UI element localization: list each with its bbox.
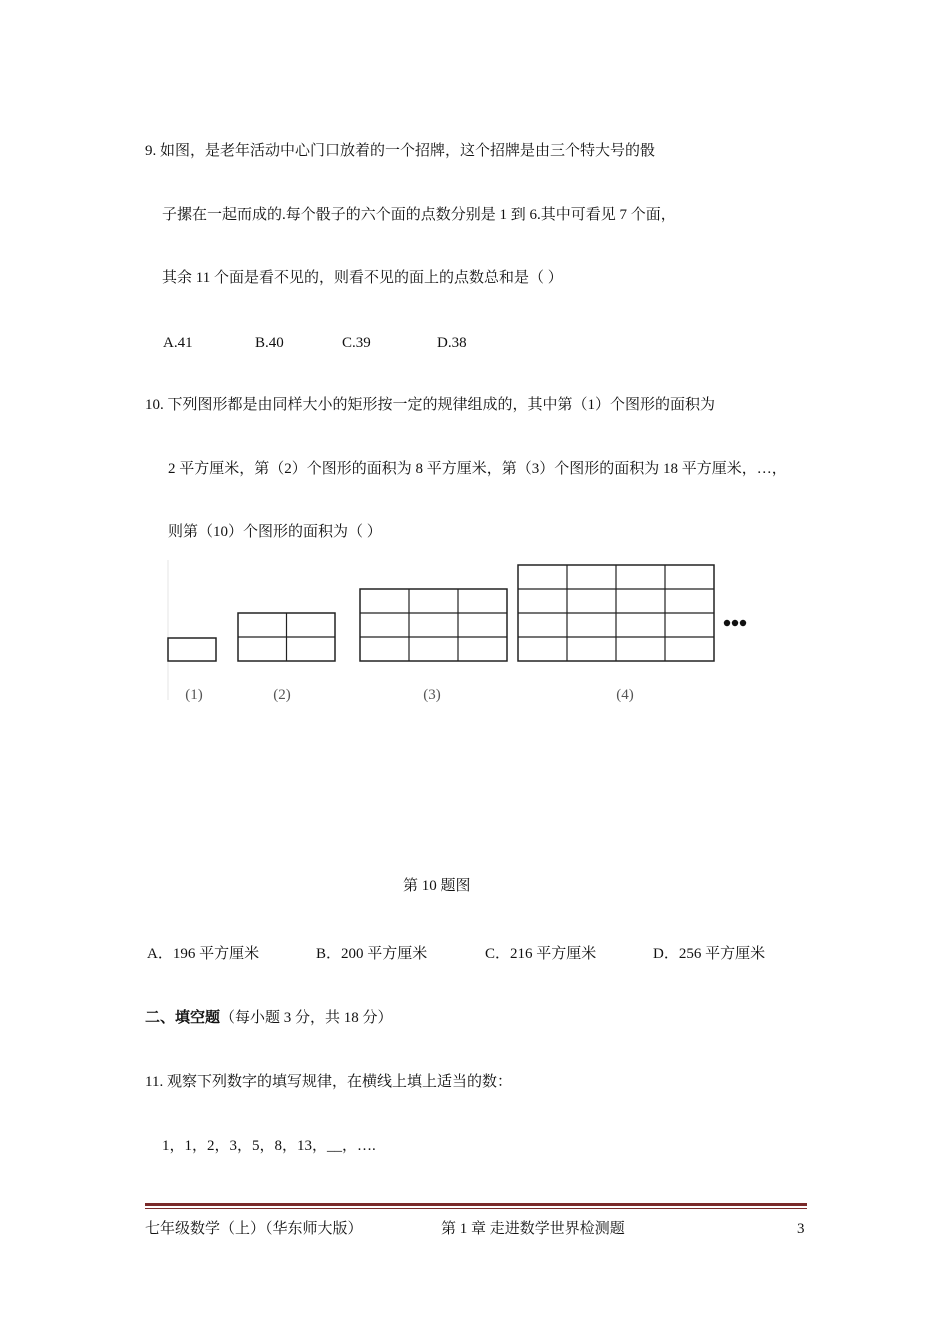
q10-figure-caption: 第 10 题图 [403,878,471,894]
q10-line-1: 10. 下列图形都是由同样大小的矩形按一定的规律组成的，其中第（1）个图形的面积为 [145,397,716,413]
section-2-heading [145,1008,393,1028]
ellipsis-dot-2 [732,620,738,626]
q10-option-b: B．200 平方厘米 [316,946,428,962]
footer-page-number: 3 [797,1221,805,1237]
q10-option-c: C．216 平方厘米 [485,946,597,962]
q10-option-d: D．256 平方厘米 [653,946,766,962]
figure-label-2: (2) [273,687,291,703]
q11-sequence-line [162,1136,376,1156]
q10-line-2: 2 平方厘米，第（2）个图形的面积为 8 平方厘米，第（3）个图形的面积为 18 平方厘米，…， [168,461,787,477]
footer-left: 七年级数学（上）（华东师大版） [145,1221,363,1237]
figure-2-grid [238,613,335,661]
q10-figure [160,555,760,715]
q9-option-c: C.39 [342,335,371,351]
figure-3-grid [360,589,507,661]
q9-option-b: B.40 [255,335,284,351]
figure-label-1: (1) [185,687,203,703]
q10-line-3: 则第（10）个图形的面积为（ ） [168,524,382,540]
section-2-note: （每小题 3 分，共 18 分） [220,1010,393,1026]
q9-line-2: 子摞在一起而成的.每个骰子的六个面的点数分别是 1 到 6.其中可看见 7 个面， [162,207,676,223]
q9-line-3: 其余 11 个面是看不见的，则看不见的面上的点数总和是（ ） [162,270,563,286]
q11-sequence: 1，1，2，3，5，8，13， [162,1138,328,1154]
footer-rule-thin [145,1208,807,1209]
q11-line-1: 11. 观察下列数字的填写规律，在横线上填上适当的数： [145,1074,512,1090]
ellipsis-dot-1 [724,620,730,626]
q11-answer-blank[interactable]: __ [327,1138,343,1154]
ellipsis-dot-3 [740,620,746,626]
q9-option-d: D.38 [437,335,467,351]
figure-1-rect [168,638,216,661]
figure-4-grid [518,565,714,661]
footer-rule-thick [145,1203,807,1206]
figure-label-3: (3) [423,687,441,703]
q10-option-a: A．196 平方厘米 [147,946,260,962]
footer-center: 第 1 章 走进数学世界检测题 [441,1221,625,1237]
figure-3-outline [360,589,507,661]
figure-label-4: (4) [616,687,634,703]
q9-line-1: 9. 如图，是老年活动中心门口放着的一个招牌，这个招牌是由三个特大号的骰 [145,143,656,159]
q11-sequence-tail: ，…. [342,1138,376,1154]
section-2-title: 二、填空题 [145,1010,221,1026]
q9-option-a: A.41 [163,335,193,351]
